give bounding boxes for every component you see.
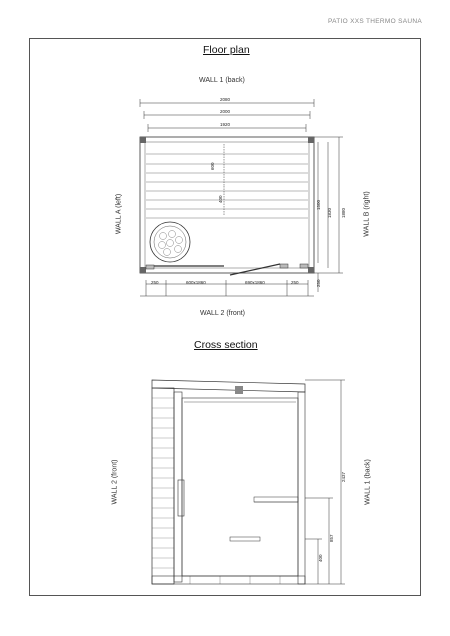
dim-bench-lower: 400: [218, 195, 223, 203]
dim-top-inner: 1920: [220, 122, 231, 127]
dim-right-mid: 1830: [327, 207, 332, 218]
dim-bottom-right: 250: [291, 280, 299, 285]
dim-right-small: 250: [316, 279, 321, 287]
dim-bottom-glass-right: 690x1860: [245, 280, 265, 285]
dim-lower-bench: 400: [318, 554, 323, 562]
cross-wall-left-label: WALL 2 (front): [111, 459, 119, 505]
cross-section-title: Cross section: [194, 339, 258, 351]
door-handle: [178, 480, 184, 516]
wall-back-label: WALL 1 (back): [199, 77, 245, 84]
dim-top-mid: 2000: [220, 109, 231, 114]
dim-right-outer: 1880: [341, 207, 346, 218]
floor-plan-title: Floor plan: [203, 44, 250, 56]
floor: [152, 576, 305, 584]
dim-bench-height: 857: [329, 534, 334, 542]
dim-top-outer: 2080: [220, 97, 231, 102]
dim-bench-upper: 600: [210, 162, 215, 170]
dim-bottom-left: 250: [151, 280, 159, 285]
wall-left-label: WALL A (left): [115, 193, 123, 235]
roof: [152, 380, 305, 392]
dim-height-total: 2437: [341, 471, 346, 482]
wall-right-label: WALL B (right): [363, 191, 371, 237]
interior-wall: [182, 398, 298, 576]
dim-bottom-glass-left: 600x1860: [186, 280, 206, 285]
cladding-lines: [152, 398, 174, 568]
upper-bench: [254, 497, 298, 502]
cross-wall-right-label: WALL 1 (back): [364, 459, 372, 505]
front-cladding: [152, 388, 174, 584]
dim-right-inner: 1500: [316, 199, 321, 210]
lower-bench: [230, 537, 260, 541]
vent: [235, 386, 243, 394]
wall-front-label: WALL 2 (front): [200, 310, 245, 317]
page-title: PATIO XXS THERMO SAUNA: [327, 18, 422, 25]
back-wall: [298, 392, 305, 584]
